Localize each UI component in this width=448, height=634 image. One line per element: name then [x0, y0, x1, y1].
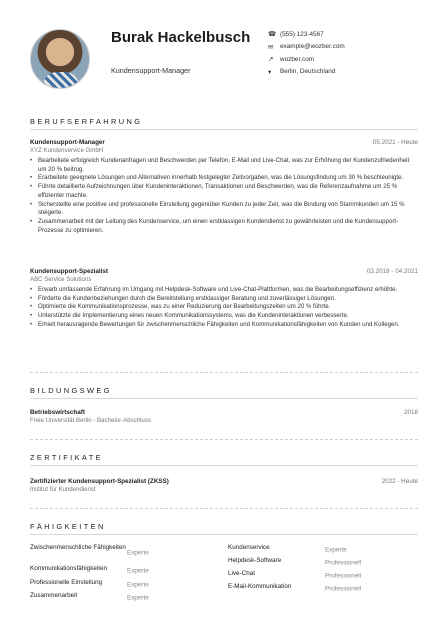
bullet-item: • Förderte die Kundenbeziehungen durch die Bereitstellung erstklassiger Beratung und zuverlässiger Lösungen.	[30, 295, 418, 304]
candidate-name: Burak Hackelbusch	[111, 29, 251, 46]
contact-location: ▾ Berlin, Deutschland	[268, 68, 336, 76]
section-divider	[30, 372, 418, 373]
skill-level: Experte	[127, 549, 149, 556]
phone-icon: ☎	[268, 31, 277, 39]
location-pin-icon: ▾	[268, 68, 272, 76]
degree-title: Betriebswirtschaft	[30, 409, 85, 416]
link-icon: ↗	[268, 56, 274, 64]
section-title-education: BILDUNGSWEG	[30, 386, 112, 395]
section-divider	[30, 439, 418, 440]
contact-website[interactable]: ↗ wozber.com	[268, 55, 315, 64]
section-title-certificates: ZERTIFIKATE	[30, 453, 103, 462]
certificate-title: Zertifizierter Kundensupport-Spezialist (ZKSS)	[30, 478, 169, 485]
education-entry	[30, 409, 418, 424]
contact-email[interactable]: ✉ example@wozber.com	[268, 43, 345, 51]
certificate-date: 2022 - Heute	[381, 478, 418, 485]
job-company: XYZ Kundenservice GmbH	[30, 147, 104, 154]
skills-column-left	[30, 544, 220, 604]
bullet-item: • Erwarb umfassende Erfahrung im Umgang mit Helpdesk-Software und Live-Chat-Plattformen, was die Bearbeitungseffizienz erhöhte.	[30, 286, 418, 295]
avatar	[30, 29, 90, 89]
bullet-item: • Erhielt herausragende Bewertungen für zwischenmenschliche Fähigkeiten und Kommunikationsfähigkeiten von Kunden und Kollegen.	[30, 321, 418, 330]
job-company: ABC Service Solutions	[30, 276, 92, 283]
section-title-experience: BERUFSERFAHRUNG	[30, 117, 143, 126]
skill-level: Professionell	[325, 585, 362, 593]
skills-column-right	[228, 544, 418, 595]
skill-level: Experte	[325, 546, 347, 554]
skill-item: Zwischenmenschliche Fähigkeiten Experte	[30, 544, 149, 556]
skill-level: Professionell	[325, 572, 362, 580]
skill-item: Kommunikationsfähigkeiten Experte	[30, 565, 149, 575]
skill-item: E-Mail-Kommunikation Professionell	[228, 583, 362, 593]
candidate-role: Kundensupport-Manager	[111, 66, 191, 75]
job-entry	[30, 139, 418, 235]
bullet-item: • Sicherstellte eine positive und professionelle Einstellung gegenüber Kunden zu jeder Zeit, was die Bindung von Stammkunden um 15 % steigerte.	[30, 201, 418, 218]
skill-item: Helpdesk-Software Professionell	[228, 557, 362, 567]
certificate-issuer: Institut für Kundendienst	[30, 486, 96, 493]
job-entry	[30, 268, 418, 330]
job-bullets	[30, 157, 418, 235]
bullet-item: • Unterstützte die Implementierung eines neuen Kommunikationssystems, was die Kundeninteraktionen verbesserte.	[30, 312, 418, 321]
section-divider	[30, 508, 418, 509]
skill-item: Live-Chat Professionell	[228, 570, 362, 580]
job-date: 03.2018 - 04.2021	[366, 268, 418, 275]
skill-level: Experte	[127, 567, 149, 575]
job-title: Kundensupport-Manager	[30, 139, 105, 146]
bullet-item: • Führte detaillierte Aufzeichnungen über Kundeninteraktionen, Transaktionen und Beschwerden, was die Referenzaufnahme um 25 % effizienter machte.	[30, 183, 418, 200]
bullet-item: • Optimierte die Kommunikationsprozesse, was zu einer Reduzierung der Bearbeitungszeiten um 20 % führte.	[30, 303, 418, 312]
section-divider	[30, 129, 418, 130]
section-divider	[30, 534, 418, 535]
contact-phone: ☎ (555) 123-4567	[268, 30, 324, 39]
skill-level: Professionell	[325, 559, 362, 567]
skill-item: Zusammenarbeit Experte	[30, 592, 149, 602]
education-institution: Freie Universität Berlin - Bachelor-Abschluss	[30, 417, 151, 424]
bullet-item: • Zusammenarbeit mit der Leitung des Kundenservice, um einen erstklassigen Kundendienst zu gewährleisten und die Kundensupport-Prozesse zu optimieren.	[30, 218, 418, 235]
contact-list	[268, 28, 438, 78]
mail-icon: ✉	[268, 43, 274, 51]
skill-level: Experte	[127, 581, 149, 589]
job-bullets	[30, 286, 418, 330]
skill-level: Experte	[127, 594, 149, 602]
section-title-skills: FÄHIGKEITEN	[30, 522, 106, 531]
education-date: 2018	[403, 409, 418, 416]
bullet-item: • Erarbeitete geeignete Lösungen und Alternativen innerhalb festgelegter Zeitvorgaben, was die Lösungsfindung um 30 % beschleunigte.	[30, 174, 418, 183]
resume-header	[0, 0, 448, 110]
bullet-item: • Bearbeitete erfolgreich Kundenanfragen und Beschwerden per Telefon, E-Mail und Live-Chat, was zur Erhöhung der Kundenzufriedenheit um 20 % beitrug.	[30, 157, 418, 174]
skill-item: Professionelle Einstellung Experte	[30, 579, 149, 589]
certificate-entry	[30, 478, 418, 493]
section-divider	[30, 465, 418, 466]
job-title: Kundensupport-Spezialist	[30, 268, 109, 275]
job-date: 05.2021 - Heute	[372, 139, 418, 146]
section-divider	[30, 398, 418, 399]
skill-item: Kundenservice Experte	[228, 544, 347, 554]
